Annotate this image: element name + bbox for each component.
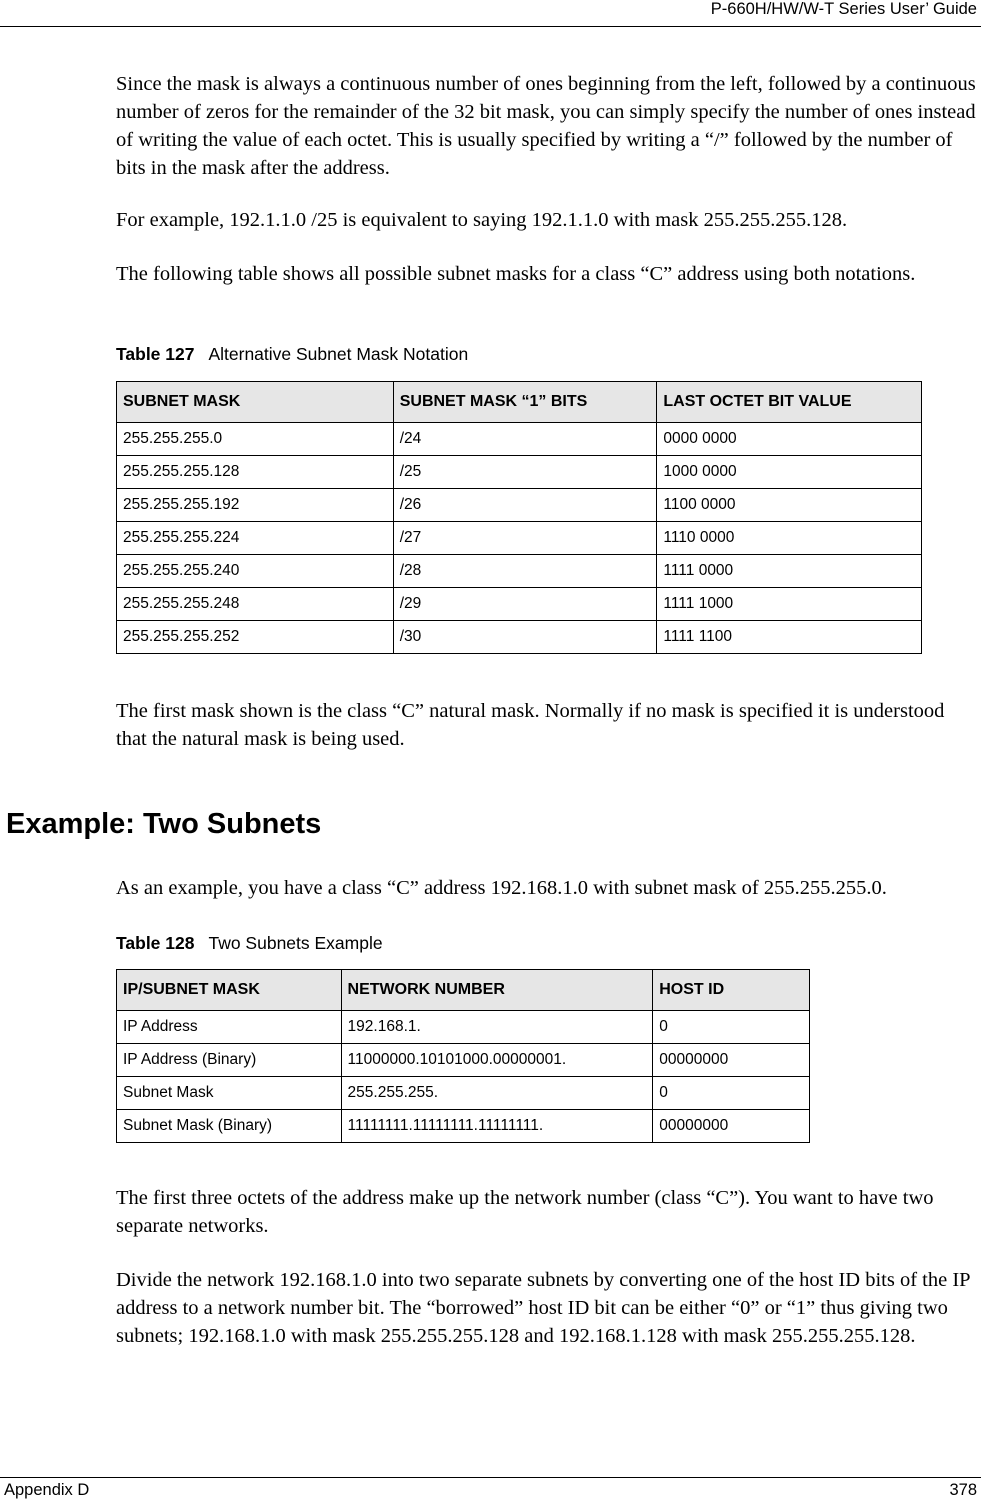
table-127-alternative-subnet-mask-notation (116, 381, 922, 654)
table-cell: /26 (393, 489, 657, 522)
paragraph-divide-network: Divide the network 192.168.1.0 into two separate subnets by converting one of the host ID bits of the IP address to a network number bit. The “borrowed” host ID bit can be either “0” or “1” thus giving two subnets; 192.168.1.0 with mask 255.255.255.128 and 192.168.1.128 with mask 255.255.255.128. (116, 1269, 970, 1347)
paragraph-table-intro: The following table shows all possible subnet masks for a class “C” address using both notations. (116, 263, 916, 285)
table-127-label: Table 127 (116, 344, 195, 364)
table-row (117, 423, 922, 456)
table-row (117, 1110, 810, 1143)
table-cell: 255.255.255.248 (117, 588, 394, 621)
table-128-label: Table 128 (116, 933, 195, 953)
table-row (117, 489, 922, 522)
guide-title: P-660H/HW/W-T Series User’ Guide (710, 0, 977, 18)
table-cell: 255.255.255. (341, 1077, 653, 1110)
table-cell: 1100 0000 (657, 489, 922, 522)
table-cell: Subnet Mask (Binary) (117, 1110, 342, 1143)
paragraph-example: For example, 192.1.1.0 /25 is equivalent to saying 192.1.1.0 with mask 255.255.255.128. (116, 209, 848, 231)
running-footer (0, 1477, 981, 1504)
table-cell: 00000000 (653, 1044, 810, 1077)
table-cell: /29 (393, 588, 657, 621)
table-cell: 0 (653, 1011, 810, 1044)
table-row (117, 1044, 810, 1077)
table-header-row (117, 382, 922, 423)
table-cell: 11111111.11111111.11111111. (341, 1110, 653, 1143)
column-header: SUBNET MASK “1” BITS (393, 382, 657, 423)
table-cell: 255.255.255.252 (117, 621, 394, 654)
table-cell: 255.255.255.240 (117, 555, 394, 588)
table-cell: 11000000.10101000.00000001. (341, 1044, 653, 1077)
table-cell: 1110 0000 (657, 522, 922, 555)
table-cell: IP Address (117, 1011, 342, 1044)
table-cell: 255.255.255.128 (117, 456, 394, 489)
table-cell: /30 (393, 621, 657, 654)
column-header: LAST OCTET BIT VALUE (657, 382, 922, 423)
table-cell: 1111 1100 (657, 621, 922, 654)
table-row (117, 456, 922, 489)
table-127-caption (116, 344, 468, 365)
column-header: IP/SUBNET MASK (117, 970, 342, 1011)
table-cell: /24 (393, 423, 657, 456)
table-cell: 255.255.255.0 (117, 423, 394, 456)
table-cell: /27 (393, 522, 657, 555)
column-header: SUBNET MASK (117, 382, 394, 423)
page-number: 378 (949, 1481, 977, 1499)
table-row (117, 621, 922, 654)
table-cell: /28 (393, 555, 657, 588)
table-row (117, 1011, 810, 1044)
table-cell: 255.255.255.192 (117, 489, 394, 522)
table-row (117, 522, 922, 555)
table-header-row (117, 970, 810, 1011)
table-cell: Subnet Mask (117, 1077, 342, 1110)
paragraph-natural-mask: The first mask shown is the class “C” natural mask. Normally if no mask is specified it is understood that the natural mask is being used. (116, 700, 945, 750)
table-cell: 255.255.255.224 (117, 522, 394, 555)
table-row (117, 555, 922, 588)
table-cell: 0 (653, 1077, 810, 1110)
running-header (0, 0, 981, 27)
table-cell: 1111 0000 (657, 555, 922, 588)
column-header: HOST ID (653, 970, 810, 1011)
table-128-caption (116, 933, 383, 954)
table-cell: 00000000 (653, 1110, 810, 1143)
table-cell: /25 (393, 456, 657, 489)
table-128-title: Two Subnets Example (208, 933, 383, 953)
section-heading: Example: Two Subnets (6, 808, 322, 840)
table-cell: 192.168.1. (341, 1011, 653, 1044)
table-127-title: Alternative Subnet Mask Notation (208, 344, 469, 364)
paragraph-example-intro: As an example, you have a class “C” address 192.168.1.0 with subnet mask of 255.255.255.0. (116, 877, 887, 899)
table-128-two-subnets-example (116, 969, 810, 1143)
table-cell: 1000 0000 (657, 456, 922, 489)
paragraph-network-number: The first three octets of the address make up the network number (class “C”). You want to have two separate networks. (116, 1187, 934, 1237)
column-header: NETWORK NUMBER (341, 970, 653, 1011)
table-row (117, 1077, 810, 1110)
table-cell: IP Address (Binary) (117, 1044, 342, 1077)
table-cell: 1111 1000 (657, 588, 922, 621)
appendix-label: Appendix D (4, 1481, 90, 1499)
table-cell: 0000 0000 (657, 423, 922, 456)
paragraph-mask-notation: Since the mask is always a continuous number of ones beginning from the left, followed by a continuous number of zeros for the remainder of the 32 bit mask, you can simply specify the number of ones instead of writing the value of each octet. This is usually specified by writing a “/” followed by the number of bits in the mask after the address. (116, 73, 976, 179)
table-row (117, 588, 922, 621)
